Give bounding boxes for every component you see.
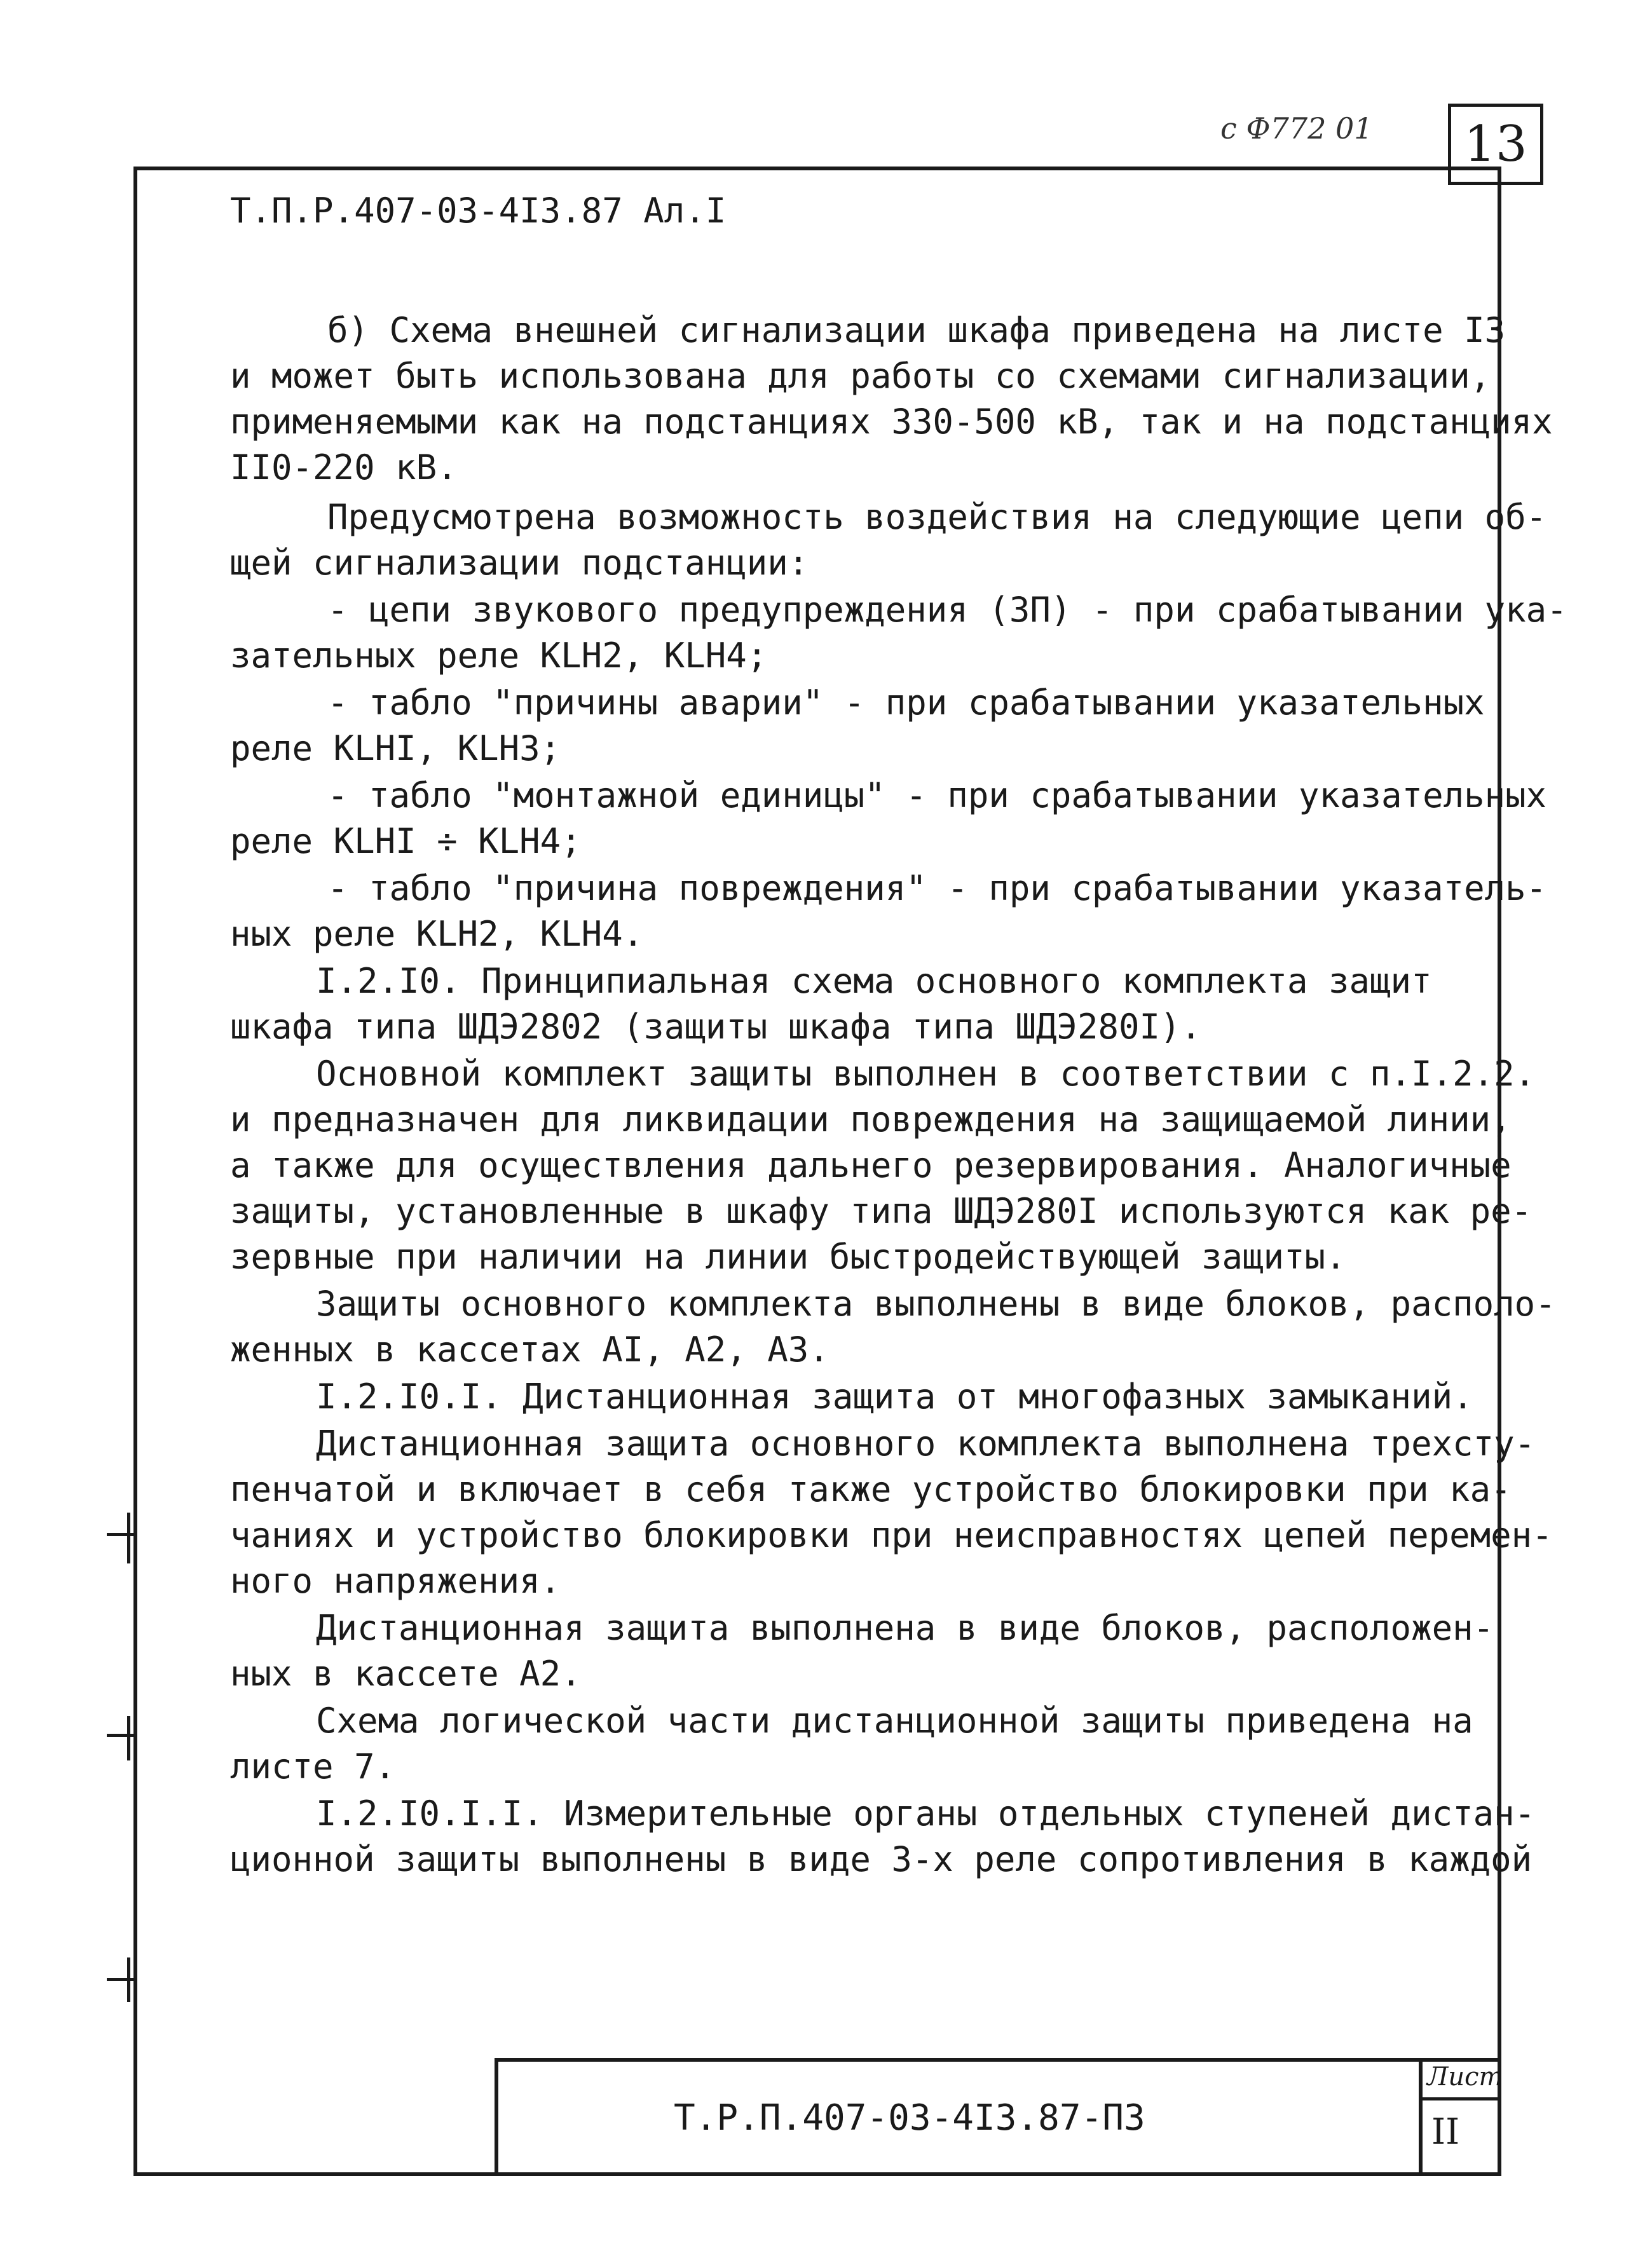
handwritten-note: с Ф772 01 [1220, 111, 1373, 146]
text-line: Дистанционная защита основного комплекта выполнена трехсту- [316, 1424, 1536, 1464]
text-line: Схема логической части дистанционной защиты приведена на [316, 1701, 1473, 1741]
section-heading: I.2.I0.I.I. Измерительные органы отдельных ступеней дистан- [316, 1794, 1536, 1834]
sheet-number: II [1431, 2111, 1460, 2153]
section-heading: I.2.I0.I. Дистанционная защита от многофазных замыканий. [316, 1377, 1473, 1417]
document-header-code: Т.П.Р.407-03-4I3.87 Ал.I [230, 191, 727, 231]
margin-tick [107, 1533, 136, 1536]
margin-mark [127, 1513, 130, 1563]
margin-tick [107, 1978, 136, 1981]
text-line: и предназначен для ликвидации повреждения на защищаемой линии, [230, 1099, 1512, 1140]
text-line: ных в кассете А2. [230, 1654, 582, 1694]
text-line: реле КLНI ÷ КLН4; [230, 821, 582, 861]
text-line: зервные при наличии на линии быстродействующей защиты. [230, 1237, 1346, 1277]
text-line: чаниях и устройство блокировки при неисправностях цепей перемен- [230, 1515, 1553, 1555]
text-line: листе 7. [230, 1746, 396, 1787]
title-block-divider [1419, 2097, 1501, 2100]
text-line: Предусмотрена возможность воздействия на следующие цепи об- [327, 497, 1547, 537]
text-line: а также для осуществления дальнего резервирования. Аналогичные [230, 1145, 1512, 1185]
margin-mark [127, 1957, 130, 2002]
text-line: Защиты основного комплекта выполнены в виде блоков, располо- [316, 1284, 1556, 1324]
margin-mark [127, 1716, 130, 1760]
margin-tick [107, 1734, 136, 1737]
text-line: II0-220 кВ. [230, 447, 458, 487]
sheet-label: Лист [1427, 2062, 1503, 2092]
text-line: Дистанционная защита выполнена в виде блоков, расположен- [316, 1608, 1494, 1648]
text-line: ционной защиты выполнены в виде 3-х реле сопротивления в каждой [230, 1839, 1533, 1879]
text-line: ных реле КLН2, КLН4. [230, 914, 644, 954]
text-line: зательных реле КLН2, КLН4; [230, 636, 768, 676]
text-line: б) Схема внешней сигнализации шкафа приведена на листе I3 [327, 310, 1506, 350]
text-line: реле КLНI, КLН3; [230, 728, 561, 768]
page-number-box: 13 [1448, 104, 1543, 185]
text-line: пенчатой и включает в себя также устройство блокировки при ка- [230, 1469, 1512, 1509]
text-line: и может быть использована для работы со схемами сигнализации, [230, 356, 1491, 396]
text-line: Основной комплект защиты выполнен в соответствии с п.I.2.2. [316, 1054, 1536, 1094]
section-heading: I.2.I0. Принципиальная схема основного комплекта защит [316, 961, 1432, 1001]
text-line: применяемыми как на подстанциях 330-500 кВ, так и на подстанциях [230, 402, 1553, 442]
text-line: женных в кассетах АI, А2, А3. [230, 1330, 829, 1370]
title-block-code: Т.Р.П.407-03-4I3.87-ПЗ [674, 2097, 1145, 2139]
text-line: - табло "причина повреждения" - при срабатывании указатель- [327, 868, 1547, 908]
text-line: - табло "монтажной единицы" - при срабатывании указательных [327, 775, 1547, 815]
text-line: - цепи звукового предупреждения (ЗП) - при срабатывании ука- [327, 590, 1567, 630]
text-line: ного напряжения. [230, 1561, 561, 1601]
text-line: - табло "причины аварии" - при срабатывании указательных [327, 683, 1485, 723]
text-line: защиты, установленные в шкафу типа ШДЭ280I используются как ре- [230, 1191, 1533, 1231]
text-line: шкафа типа ШДЭ2802 (защиты шкафа типа ШДЭ280I). [230, 1007, 1202, 1047]
text-line: щей сигнализации подстанции: [230, 543, 809, 583]
